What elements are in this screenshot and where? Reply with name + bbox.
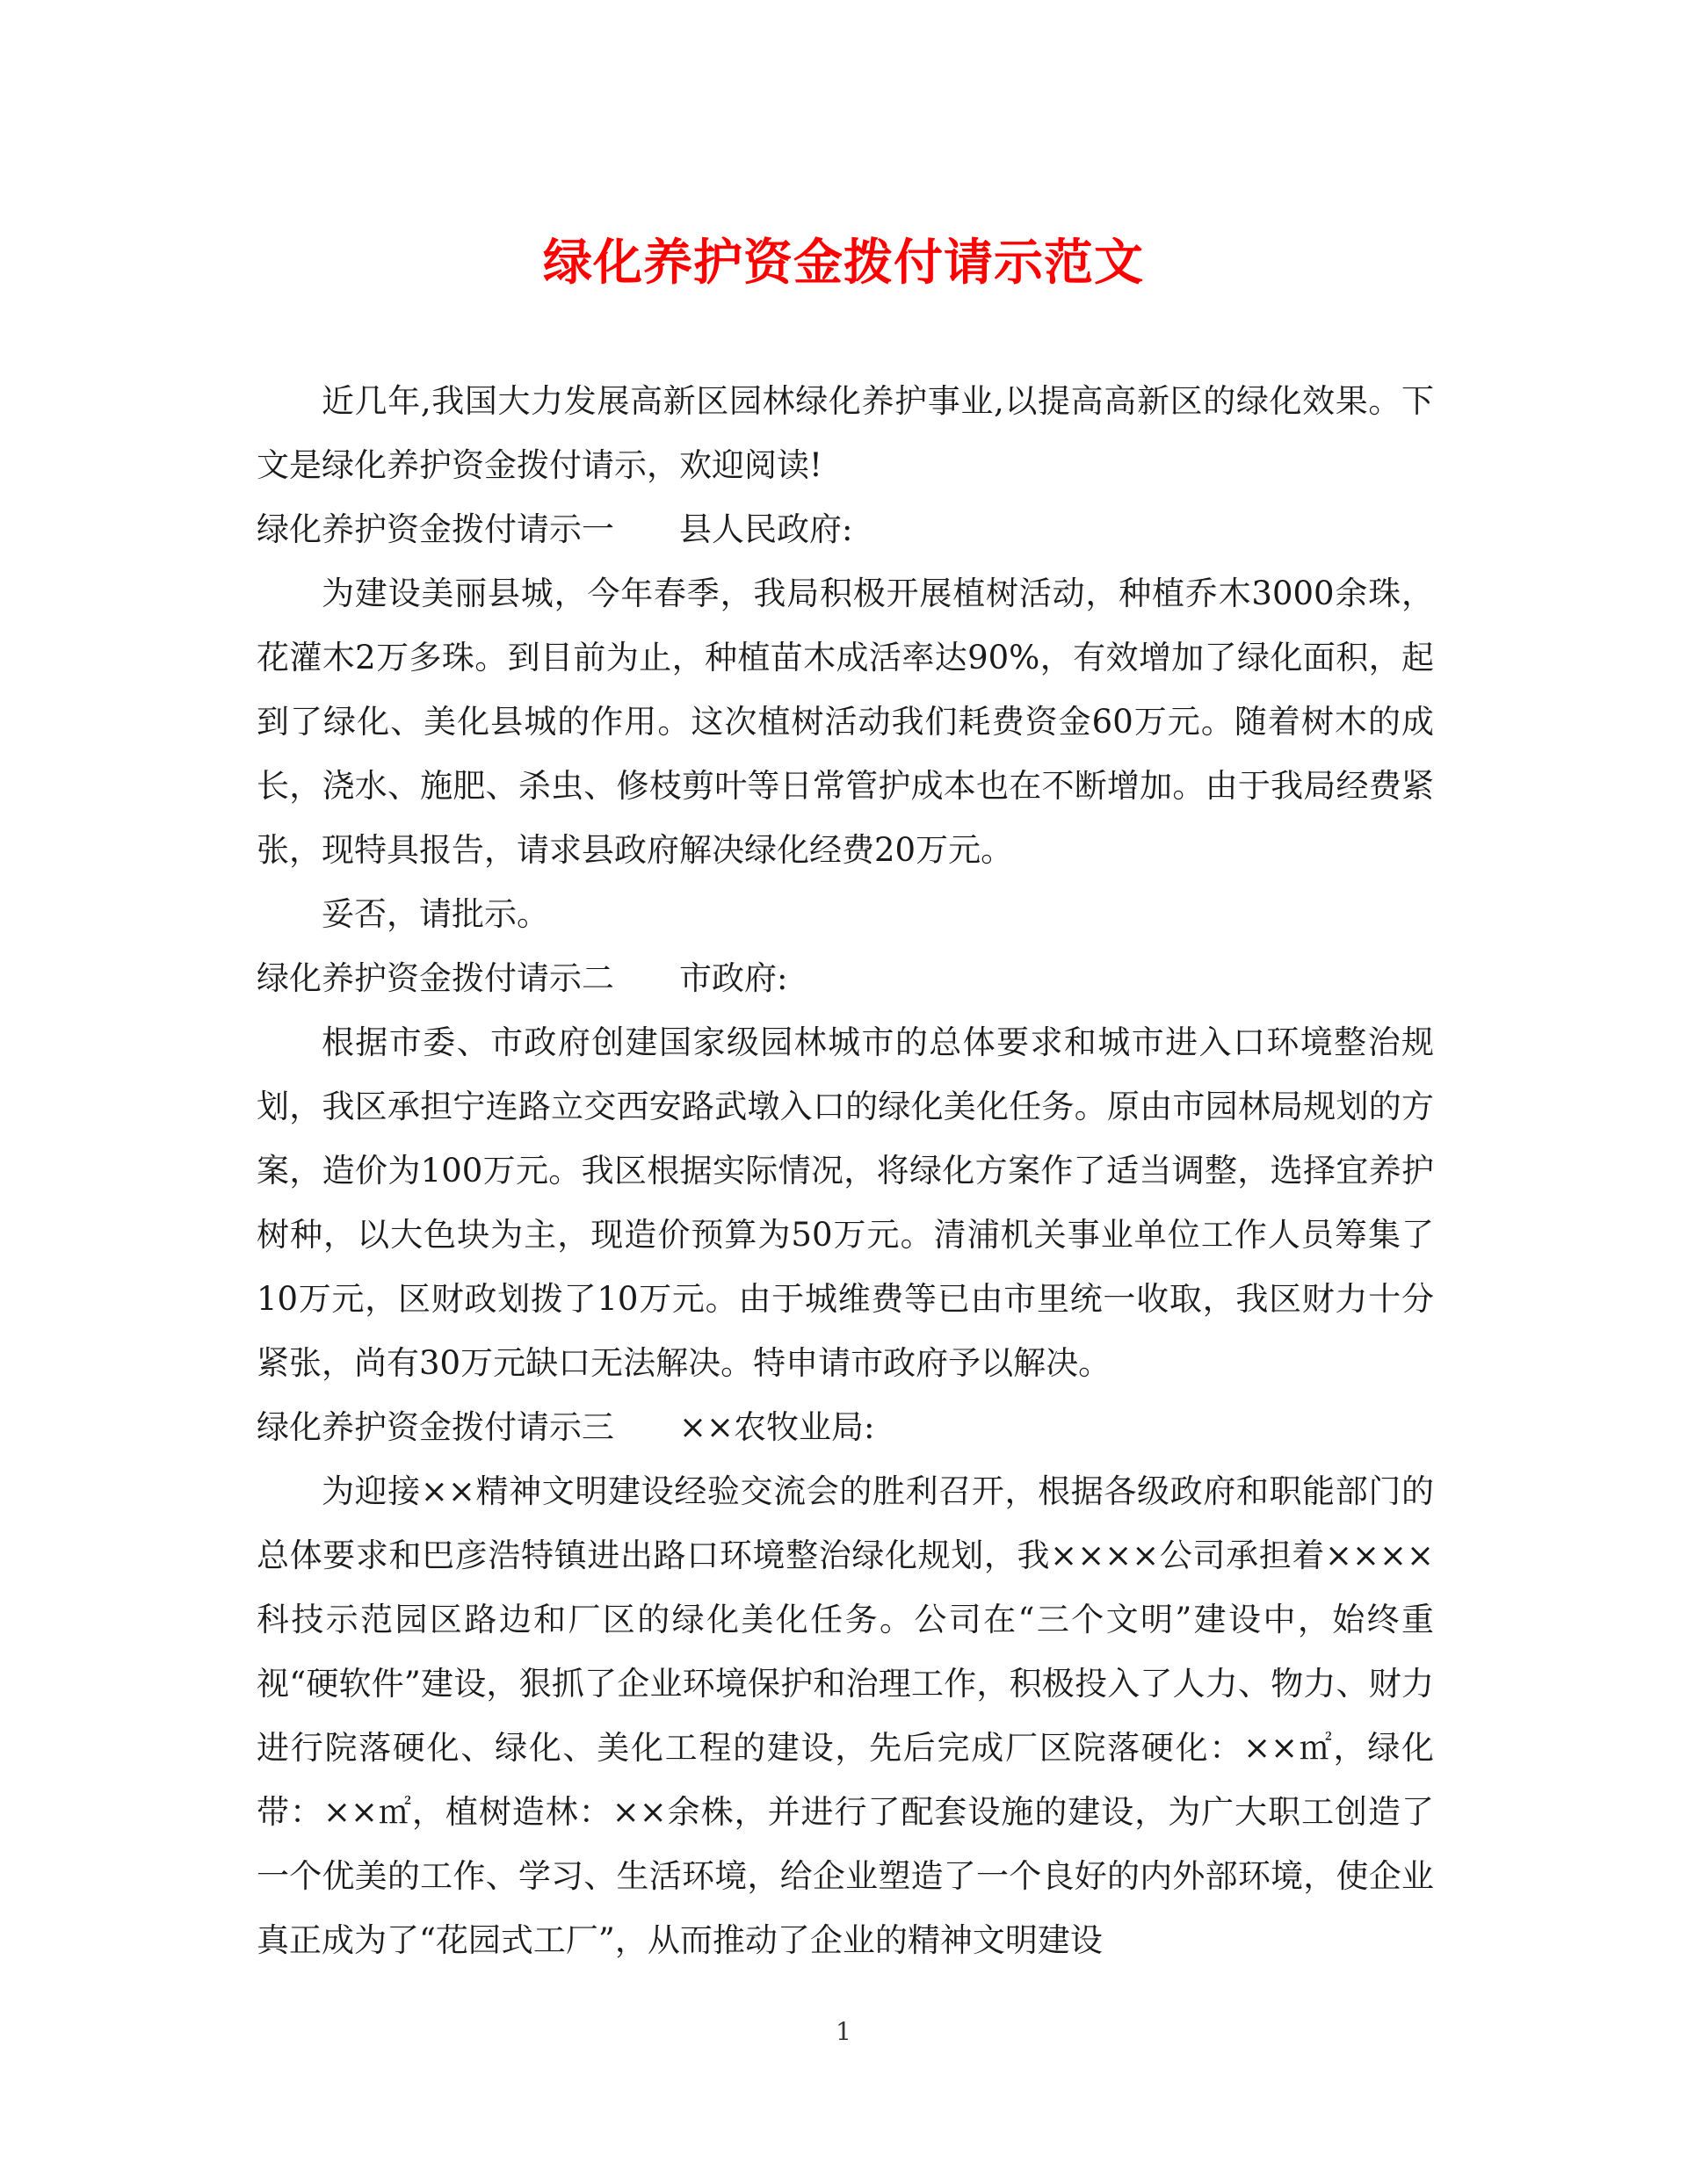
section-heading-1: 绿化养护资金拨付请示一 县人民政府: [257, 510, 853, 548]
document-title: 绿化养护资金拨付请示范文 [543, 234, 1144, 292]
section-3-body: 为迎接××精神文明建设经验交流会的胜利召开，根据各级政府和职能部门的总体要求和巴彦浩特镇进出路口环境整治绿化规划，我××××公司承担着××××科技示范园区路边和厂区的绿化美化任务。公司在“三个文明”建设中，始终重视“硬软件”建设，狠抓了企业环境保护和治理工作，积极投入了人力、物力、财力进行院落硬化、绿化、美化工程的建设，先后完成厂区院落硬化：××㎡，绿化带：××㎡，植树造林：××余株，并进行了配套设施的建设，为广大职工创造了一个优美的工作、学习、生活环境，给企业塑造了一个良好的内外部环境，使企业真正成为了“花园式工厂”，从而推动了企业的精神文明建设 [257, 1472, 1434, 1959]
page-number: 1 [836, 2017, 851, 2046]
section-1-closing: 妥否，请批示。 [322, 895, 549, 933]
intro-paragraph: 近几年,我国大力发展高新区园林绿化养护事业,以提高高新区的绿化效果。下文是绿化养护资金拨付请示，欢迎阅读! [257, 382, 1434, 484]
section-heading-2: 绿化养护资金拨付请示二 市政府: [257, 959, 788, 997]
document-body [257, 369, 1434, 1972]
section-heading-3: 绿化养护资金拨付请示三 ××农牧业局: [257, 1408, 875, 1446]
section-2-body: 根据市委、市政府创建国家级园林城市的总体要求和城市进入口环境整治规划，我区承担宁连路立交西安路武墩入口的绿化美化任务。原由市园林局规划的方案，造价为100万元。我区根据实际情况，将绿化方案作了适当调整，选择宜养护树种，以大色块为主，现造价预算为50万元。清浦机关事业单位工作人员筹集了10万元，区财政划拨了10万元。由于城维费等已由市里统一收取，我区财力十分紧张，尚有30万元缺口无法解决。特申请市政府予以解决。 [257, 1023, 1434, 1382]
section-1-body: 为建设美丽县城，今年春季，我局积极开展植树活动，种植乔木3000余珠，花灌木2万多珠。到目前为止，种植苗木成活率达90%，有效增加了绿化面积，起到了绿化、美化县城的作用。这次植树活动我们耗费资金60万元。随着树木的成长，浇水、施肥、杀虫、修枝剪叶等日常管护成本也在不断增加。由于我局经费紧张，现特具报告，请求县政府解决绿化经费20万元。 [257, 575, 1434, 869]
